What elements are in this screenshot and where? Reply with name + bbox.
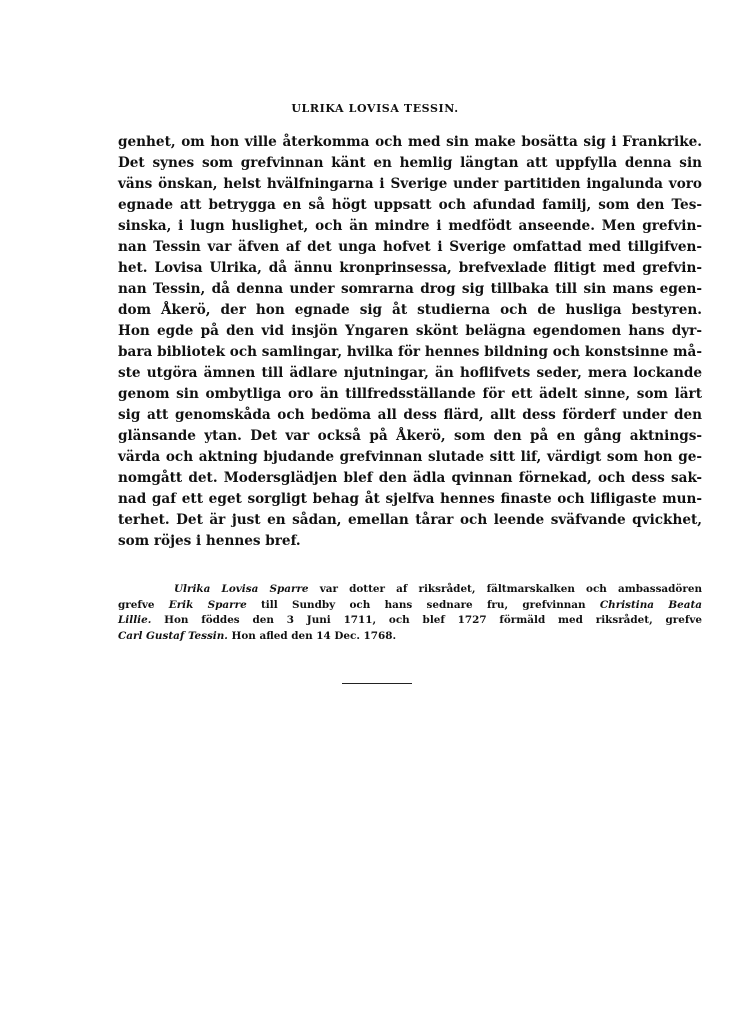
- text-line: sinska, i lugn huslighet, och än mindre i medfödt anseende. Men grefvin-: [118, 218, 702, 234]
- footnote-line: [118, 582, 702, 598]
- text-line: ste utgöra ämnen till ädlare njutningar, än hoflifvets seder, mera lockande: [118, 365, 702, 381]
- text-line: egnade att betrygga en så högt uppsatt och afundad familj, som den Tes-: [118, 197, 702, 213]
- footnote-line: [118, 613, 702, 629]
- text-line: nad gaf ett eget sorgligt behag åt sjelfva hennes finaste och lifligaste mun-: [118, 491, 702, 507]
- footnote-text: Hon afled den 14 Dec. 1768.: [227, 629, 397, 642]
- text-line: bara bibliotek och samlingar, hvilka för hennes bildning och konstsinne må-: [118, 344, 702, 360]
- text-line: het. Lovisa Ulrika, då ännu kronprinsessa, brefvexlade flitigt med grefvin-: [118, 260, 702, 276]
- text-line: nomgått det. Modersglädjen blef den ädla qvinnan förnekad, och dess sak-: [118, 470, 702, 486]
- text-line: nan Tessin var äfven af det unga hofvet i Sverige omfattad med tillgifven-: [118, 239, 702, 255]
- footnote-name: Christina Beata: [599, 598, 703, 611]
- text-line: sig att genomskåda och bedöma all dess flärd, allt dess förderf under den: [118, 407, 702, 423]
- footnote-text: till Sundby och hans sednare fru, grefvinnan: [246, 598, 600, 611]
- text-line: glänsande ytan. Det var också på Åkerö, som den på en gång aktnings-: [118, 428, 702, 444]
- footnote-name: Lillie.: [118, 614, 152, 626]
- footnote-line: [118, 629, 702, 645]
- footnote-name: Carl Gustaf Tessin.: [118, 629, 228, 642]
- footnote-line: [118, 598, 702, 614]
- text-line: genhet, om hon ville återkomma och med sin make bosätta sig i Frankrike.: [118, 134, 702, 150]
- text-line: genom sin ombytliga oro än tillfredsställande för ett ädelt sinne, som lärt: [118, 386, 702, 402]
- footnote-name: Ulrika Lovisa Sparre: [174, 583, 309, 595]
- text-line: värda och aktning bjudande grefvinnan slutade sitt lif, värdigt som hon ge-: [118, 449, 702, 465]
- footnote-text: Hon föddes den 3 Juni 1711, och blef 1727 förmäld med riksrådet, grefve: [151, 614, 702, 626]
- footnote-name: Erik Sparre: [168, 598, 247, 611]
- footnote: [118, 582, 702, 644]
- text-line: väns önskan, helst hvälfningarna i Sverige under partitiden ingalunda voro: [118, 176, 702, 192]
- text-line: Hon egde på den vid insjön Yngaren skönt belägna egendomen hans dyr-: [118, 323, 702, 339]
- running-head: ULRIKA LOVISA TESSIN.: [291, 102, 459, 115]
- footnote-text: var dotter af riksrådet, fältmarskalken och ambassadören: [308, 583, 702, 595]
- text-line: nan Tessin, då denna under somrarna drog sig tillbaka till sin mans egen-: [118, 281, 702, 297]
- footnote-text: grefve: [118, 598, 169, 611]
- text-line: Det synes som grefvinnan känt en hemlig längtan att uppfylla denna sin: [118, 155, 702, 171]
- section-divider: [342, 683, 412, 684]
- text-line: terhet. Det är just en sådan, emellan tårar och leende sväfvande qvickhet,: [118, 512, 702, 528]
- text-line: dom Åkerö, der hon egnade sig åt studierna och de husliga bestyren.: [118, 302, 702, 318]
- text-line-last: som röjes i hennes bref.: [118, 533, 301, 549]
- main-text: [118, 132, 702, 552]
